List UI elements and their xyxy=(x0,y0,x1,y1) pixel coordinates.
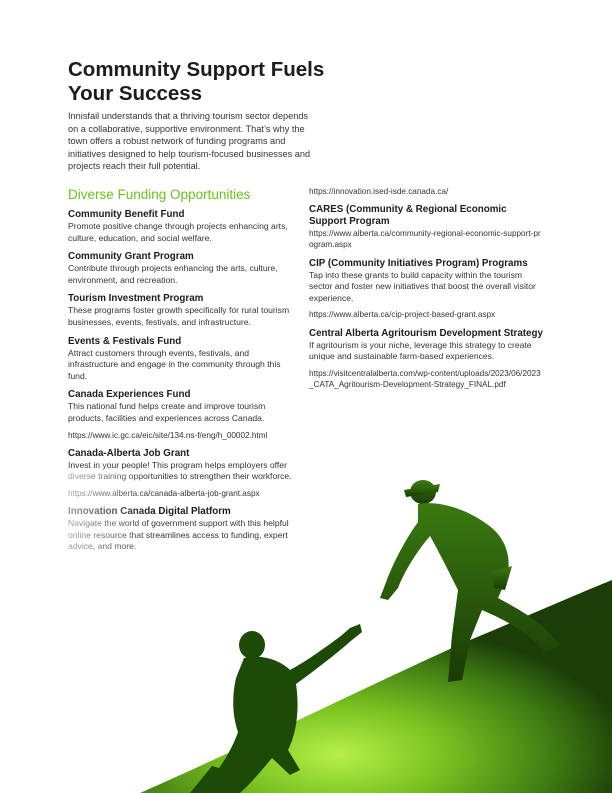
fund-item-canada-experiences xyxy=(68,389,296,440)
fund-description: If agritourism is your niche, leverage this strategy to create unique and sustainable farm-based experiences. xyxy=(309,339,532,362)
fund-item-events-festivals xyxy=(68,336,296,383)
fund-item-cip xyxy=(309,258,544,321)
fund-item-agritourism xyxy=(309,328,544,391)
fund-title: Community Benefit Fund xyxy=(68,209,185,220)
fund-title: CIP (Community Initiatives Program) Programs xyxy=(309,257,528,269)
fund-title: Canada-Alberta Job Grant xyxy=(68,447,190,459)
fund-link[interactable]: https://www.alberta.ca/cip-project-based-grant.aspx xyxy=(309,310,496,320)
helping-hand-illustration xyxy=(0,470,612,793)
title-line-1: Community Support Fuels xyxy=(68,58,325,81)
right-column xyxy=(309,186,544,397)
page-title xyxy=(68,58,368,106)
fund-description: Invest in your people! This program helps employers offer xyxy=(68,459,287,470)
fund-link[interactable]: https://visitcentralalberta.com/wp-content/uploads/2023/06/2023_CATA_Agritourism-Development-Strategy_FINAL.pdf xyxy=(309,368,541,389)
fund-item-community-grant xyxy=(68,251,296,286)
intro-paragraph: Innisfail understands that a thriving tourism sector depends on a collaborative, supportive environment. That’s why the town offers a robust network of funding programs and initiatives designed to help tourism-focused businesses and projects reach their full potential. xyxy=(68,111,311,172)
fund-description: Contribute through projects enhancing the arts, culture, environment, and recreation. xyxy=(68,263,278,285)
fund-item-tourism-investment xyxy=(68,293,296,328)
fund-link[interactable]: https://www.ic.gc.ca/eic/site/134.ns-f/eng/h_00002.html xyxy=(68,430,268,440)
fund-description: These programs foster growth specifically for rural tourism businesses, events, festivals, and infrastructure. xyxy=(68,305,290,327)
fund-description: Attract customers through events, festivals, and infrastructure and engage in the community through this fund. xyxy=(68,347,281,381)
fund-description: Tap into these grants to build capacity within the tourism sector and foster new initiatives that boost the overall visitor experience. xyxy=(309,269,536,303)
title-line-2: Your Success xyxy=(68,82,203,105)
fund-description: Promote positive change through projects enhancing arts, culture, education, and social welfare. xyxy=(68,221,288,243)
fund-title: Events & Festivals Fund xyxy=(68,335,182,347)
fund-item-cares xyxy=(309,204,544,250)
fund-title: Canada Experiences Fund xyxy=(68,389,191,401)
fund-title: Tourism Investment Program xyxy=(68,293,204,305)
section-heading: Diverse Funding Opportunities xyxy=(68,187,251,202)
fund-title: CARES (Community & Regional Economic Support Program xyxy=(309,204,507,228)
fund-link[interactable]: https://www.alberta.ca/community-regional-economic-support-program.aspx xyxy=(309,229,541,250)
fund-title: Community Grant Program xyxy=(68,251,194,263)
fund-description: This national fund helps create and improve tourism products, facilities and experiences across Canada. xyxy=(68,401,266,423)
fund-item-community-benefit xyxy=(68,209,296,244)
fund-title: Central Alberta Agritourism Development Strategy xyxy=(309,327,543,339)
innovation-canada-link[interactable]: https://innovation.ised-isde.canada.ca/ xyxy=(309,187,449,196)
